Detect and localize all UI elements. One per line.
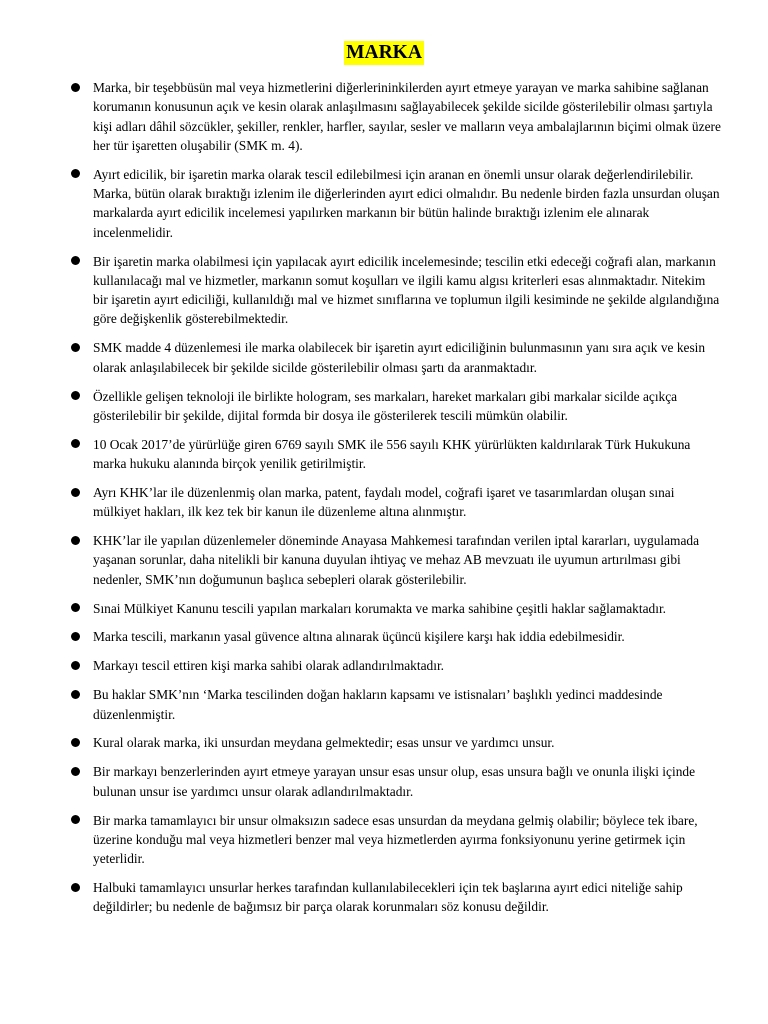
bullet-text: Bir işaretin marka olabilmesi için yapılacak ayırt edicilik incelemesinde; tescilin etki edeceği coğrafi alan, markanın kullanılacağı mal ve hizmetler, markanın somut koşulları ve ilgili kamu algısı kriterleri esas alınmaktadır. Nitekim bir işaretin ayırt ediciliği, kullanıldığı mal ve hizmet sınıflarına ve toplumun ilgili kesiminde ne şekilde algılandığına göre değişkenlik gösterebilmektedir. bbox=[93, 253, 720, 327]
bullet-icon bbox=[71, 632, 80, 641]
title-container bbox=[0, 41, 768, 65]
document-title: MARKA bbox=[346, 42, 422, 63]
bullet-icon bbox=[71, 256, 80, 265]
bullet-text: Bir markayı benzerlerinden ayırt etmeye yarayan unsur esas unsur olup, esas unsura bağlı ve onunla ilişki içinde bulunan unsur ise yardımcı unsur olarak adlandırılmaktadır. bbox=[93, 764, 696, 799]
bullet-icon bbox=[71, 883, 80, 892]
bullet-list bbox=[0, 78, 768, 926]
bullet-text: Marka, bir teşebbüsün mal veya hizmetlerini diğerlerininkilerden ayırt etmeye yarayan ve marka sahibine sağlanan korumanın konusunun açık ve kesin olarak anlaşılmasını sağlayabilecek şekilde sicilde gösterilebilir olması şartıyla kişi adları dâhil sözcükler, şekiller, renkler, harfler, sayılar, sesler ve malların veya ambalajlarının biçimi olmak üzere her tür işaretten oluşabilir (SMK m. 4). bbox=[93, 80, 721, 153]
bullet-text: Sınai Mülkiyet Kanunu tescili yapılan markaları korumakta ve marka sahibine çeşitli haklar sağlamaktadır. bbox=[93, 600, 667, 616]
bullet-text: SMK madde 4 düzenlemesi ile marka olabilecek bir işaretin ayırt ediciliğinin bulunmasının yanı sıra açık ve kesin olarak anlaşılabilecek bir şekilde sicilde gösterilebilir olması şartı da aranmaktadır. bbox=[93, 340, 706, 375]
list-item bbox=[0, 811, 721, 869]
list-item bbox=[0, 387, 721, 426]
bullet-text: Kural olarak marka, iki unsurdan meydana gelmektedir; esas unsur ve yardımcı unsur. bbox=[93, 735, 555, 751]
bullet-text: KHK’lar ile yapılan düzenlemeler döneminde Anayasa Mahkemesi tarafından verilen iptal kararları, uygulamada yaşanan sorunlar, daha nitelikli bir kanuna duyulan ihtiyaç ve mehaz AB mevzuatı ile uyumun artırılması gibi nedenler, SMK’nın doğumunun başlıca sebepleri olarak gösterilebilir. bbox=[93, 533, 700, 587]
bullet-icon bbox=[71, 488, 80, 497]
bullet-icon bbox=[71, 661, 80, 670]
bullet-text: Özellikle gelişen teknoloji ile birlikte hologram, ses markaları, hareket markaları gibi markalar sicilde açıkça gösterilebilir bir şekilde, dijital formda bir dosya ile gösterilerek tescili mümkün olabilir. bbox=[93, 388, 678, 423]
list-item bbox=[0, 252, 721, 329]
bullet-icon bbox=[71, 738, 80, 747]
bullet-icon bbox=[71, 536, 80, 545]
bullet-icon bbox=[71, 391, 80, 400]
list-item bbox=[0, 656, 721, 675]
bullet-text: Ayrı KHK’lar ile düzenlenmiş olan marka, patent, faydalı model, coğrafi işaret ve tasarımlardan oluşan sınai mülkiyet hakları, ilk kez tek bir kanun ile düzenleme altına alınmıştır. bbox=[93, 484, 675, 520]
bullet-icon bbox=[71, 815, 80, 824]
list-item bbox=[0, 733, 721, 752]
bullet-text: 10 Ocak 2017’de yürürlüğe giren 6769 sayılı SMK ile 556 sayılı KHK yürürlükten kaldırılarak Türk Hukukuna marka hukuku alanında birçok yenilik getirilmiştir. bbox=[93, 436, 691, 472]
list-item bbox=[0, 531, 721, 589]
bullet-text: Markayı tescil ettiren kişi marka sahibi olarak adlandırılmaktadır. bbox=[93, 658, 445, 674]
bullet-icon bbox=[71, 83, 80, 92]
list-item bbox=[0, 165, 721, 242]
bullet-text: Ayırt edicilik, bir işaretin marka olarak tescil edilebilmesi için aranan en önemli unsur olarak değerlendirilebilir. Marka, bütün olarak bıraktığı izlenim ile diğerlerinden ayırt edici olmalıdır. Bu nedenle birden fazla unsurdan oluşan markalarda ayırt edicilik incelemesi yapılırken markanın bir bütün halinde bıraktığı izlenim ele alınarak incelenmelidir. bbox=[93, 166, 720, 240]
list-item bbox=[0, 483, 721, 522]
bullet-icon bbox=[71, 603, 80, 612]
bullet-text: Bu haklar SMK’nın ‘Marka tescilinden doğan hakların kapsamı ve istisnaları’ başlıklı yedinci maddesinde düzenlenmiştir. bbox=[93, 687, 663, 722]
list-item bbox=[0, 627, 721, 646]
bullet-icon bbox=[71, 767, 80, 776]
list-item bbox=[0, 685, 721, 724]
bullet-icon bbox=[71, 690, 80, 699]
bullet-text: Halbuki tamamlayıcı unsurlar herkes tarafından kullanılabilecekleri için tek başlarına ayırt edici niteliğe sahip değildirler; bu nedenle de bağımsız bir parça olarak korunmaları söz konusu değildir. bbox=[93, 880, 683, 915]
bullet-icon bbox=[71, 439, 80, 448]
bullet-icon bbox=[71, 169, 80, 178]
list-item bbox=[0, 435, 721, 474]
list-item bbox=[0, 878, 721, 917]
list-item bbox=[0, 338, 721, 377]
bullet-text: Marka tescili, markanın yasal güvence altına alınarak üçüncü kişilere karşı hak iddia edebilmesidir. bbox=[93, 629, 625, 645]
list-item bbox=[0, 78, 721, 155]
list-item bbox=[0, 599, 721, 618]
bullet-icon bbox=[71, 343, 80, 352]
bullet-text: Bir marka tamamlayıcı bir unsur olmaksızın sadece esas unsurdan da meydana gelmiş olabilir; böylece tek ibare, üzerine konduğu mal veya hizmetleri benzer mal veya hizmetlerden ayırma fonksiyonunu yerine getirmek için yeterlidir. bbox=[93, 812, 698, 867]
list-item bbox=[0, 762, 721, 801]
